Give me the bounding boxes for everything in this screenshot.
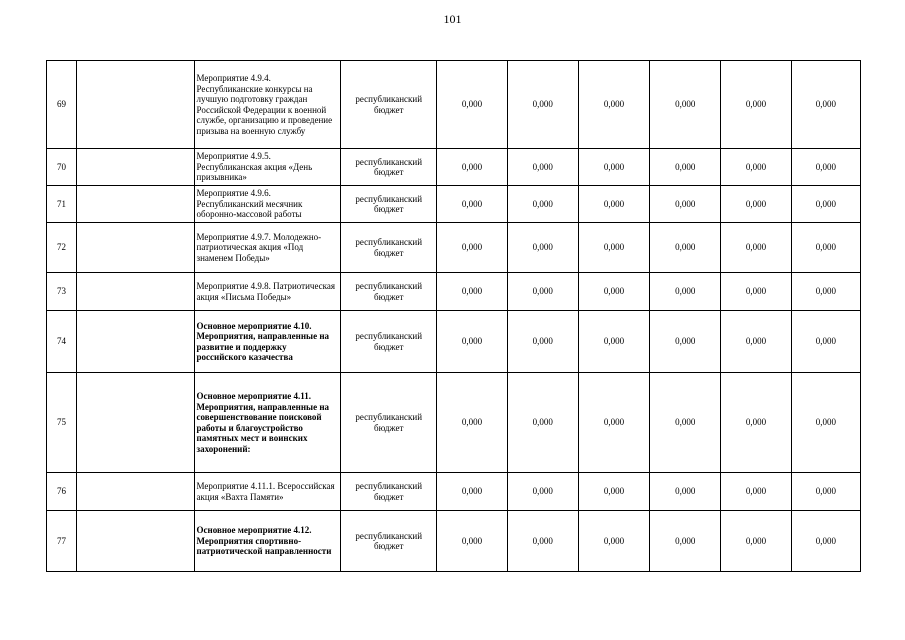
row-number: 77 (47, 511, 77, 572)
amount-cell: 0,000 (578, 473, 649, 511)
table-row (47, 373, 861, 473)
funding-source: республиканский бюджет (341, 61, 437, 149)
amount-cell: 0,000 (650, 149, 721, 186)
amount-cell: 0,000 (437, 223, 507, 273)
amount-cell: 0,000 (507, 473, 578, 511)
amount-cell: 0,000 (437, 473, 507, 511)
funding-source: республиканский бюджет (341, 149, 437, 186)
amount-cell: 0,000 (650, 186, 721, 223)
amount-cell: 0,000 (578, 311, 649, 373)
amount-cell: 0,000 (578, 511, 649, 572)
row-number: 76 (47, 473, 77, 511)
budget-table (46, 60, 861, 572)
empty-cell (77, 273, 194, 311)
table-row (47, 186, 861, 223)
amount-cell: 0,000 (791, 61, 860, 149)
table-row (47, 273, 861, 311)
page-number: 101 (443, 12, 462, 26)
amount-cell: 0,000 (791, 373, 860, 473)
amount-cell: 0,000 (437, 61, 507, 149)
amount-cell: 0,000 (507, 186, 578, 223)
table-row (47, 511, 861, 572)
activity-name: Основное мероприятие 4.12. Мероприятия спортивно-патриотической направленности (194, 511, 341, 572)
amount-cell: 0,000 (578, 373, 649, 473)
amount-cell: 0,000 (791, 473, 860, 511)
activity-name: Мероприятие 4.9.6. Республиканский месячник оборонно-массовой работы (194, 186, 341, 223)
empty-cell (77, 149, 194, 186)
amount-cell: 0,000 (721, 473, 791, 511)
amount-cell: 0,000 (650, 311, 721, 373)
amount-cell: 0,000 (650, 61, 721, 149)
table-row (47, 473, 861, 511)
row-number: 71 (47, 186, 77, 223)
table-row (47, 61, 861, 149)
amount-cell: 0,000 (650, 473, 721, 511)
amount-cell: 0,000 (791, 511, 860, 572)
row-number: 69 (47, 61, 77, 149)
empty-cell (77, 223, 194, 273)
empty-cell (77, 311, 194, 373)
amount-cell: 0,000 (507, 311, 578, 373)
activity-name: Основное мероприятие 4.11. Мероприятия, направленные на совершенствование поисковой работы и благоустройство памятных мест и воинских захоронений: (194, 373, 341, 473)
amount-cell: 0,000 (578, 149, 649, 186)
amount-cell: 0,000 (650, 511, 721, 572)
row-number: 72 (47, 223, 77, 273)
amount-cell: 0,000 (791, 223, 860, 273)
table-row (47, 311, 861, 373)
amount-cell: 0,000 (437, 186, 507, 223)
amount-cell: 0,000 (721, 223, 791, 273)
empty-cell (77, 511, 194, 572)
amount-cell: 0,000 (507, 223, 578, 273)
amount-cell: 0,000 (578, 61, 649, 149)
amount-cell: 0,000 (507, 373, 578, 473)
amount-cell: 0,000 (721, 149, 791, 186)
amount-cell: 0,000 (578, 223, 649, 273)
amount-cell: 0,000 (437, 311, 507, 373)
amount-cell: 0,000 (507, 61, 578, 149)
amount-cell: 0,000 (791, 186, 860, 223)
activity-name: Мероприятие 4.9.7. Молодежно-патриотическая акция «Под знаменем Победы» (194, 223, 341, 273)
activity-name: Мероприятие 4.9.5. Республиканская акция «День призывника» (194, 149, 341, 186)
amount-cell: 0,000 (721, 373, 791, 473)
funding-source: республиканский бюджет (341, 273, 437, 311)
amount-cell: 0,000 (507, 273, 578, 311)
amount-cell: 0,000 (437, 149, 507, 186)
amount-cell: 0,000 (650, 273, 721, 311)
funding-source: республиканский бюджет (341, 473, 437, 511)
empty-cell (77, 61, 194, 149)
amount-cell: 0,000 (650, 223, 721, 273)
empty-cell (77, 373, 194, 473)
funding-source: республиканский бюджет (341, 511, 437, 572)
amount-cell: 0,000 (437, 273, 507, 311)
empty-cell (77, 186, 194, 223)
row-number: 70 (47, 149, 77, 186)
table-row (47, 223, 861, 273)
amount-cell: 0,000 (721, 273, 791, 311)
funding-source: республиканский бюджет (341, 186, 437, 223)
activity-name: Мероприятие 4.11.1. Всероссийская акция «Вахта Памяти» (194, 473, 341, 511)
amount-cell: 0,000 (721, 511, 791, 572)
amount-cell: 0,000 (507, 149, 578, 186)
amount-cell: 0,000 (791, 273, 860, 311)
row-number: 73 (47, 273, 77, 311)
table-body (47, 61, 861, 572)
amount-cell: 0,000 (650, 373, 721, 473)
amount-cell: 0,000 (791, 311, 860, 373)
activity-name: Мероприятие 4.9.4. Республиканские конкурсы на лучшую подготовку граждан Российской Федерации к военной службе, организацию и проведение призыва на военную службу (194, 61, 341, 149)
amount-cell: 0,000 (578, 273, 649, 311)
amount-cell: 0,000 (578, 186, 649, 223)
empty-cell (77, 473, 194, 511)
row-number: 75 (47, 373, 77, 473)
funding-source: республиканский бюджет (341, 373, 437, 473)
amount-cell: 0,000 (437, 511, 507, 572)
funding-source: республиканский бюджет (341, 223, 437, 273)
activity-name: Основное мероприятие 4.10. Мероприятия, направленные на развитие и поддержку российского казачества (194, 311, 341, 373)
activity-name: Мероприятие 4.9.8. Патриотическая акция «Письма Победы» (194, 273, 341, 311)
table-row (47, 149, 861, 186)
row-number: 74 (47, 311, 77, 373)
amount-cell: 0,000 (437, 373, 507, 473)
amount-cell: 0,000 (507, 511, 578, 572)
amount-cell: 0,000 (721, 311, 791, 373)
amount-cell: 0,000 (721, 61, 791, 149)
amount-cell: 0,000 (791, 149, 860, 186)
funding-source: республиканский бюджет (341, 311, 437, 373)
amount-cell: 0,000 (721, 186, 791, 223)
